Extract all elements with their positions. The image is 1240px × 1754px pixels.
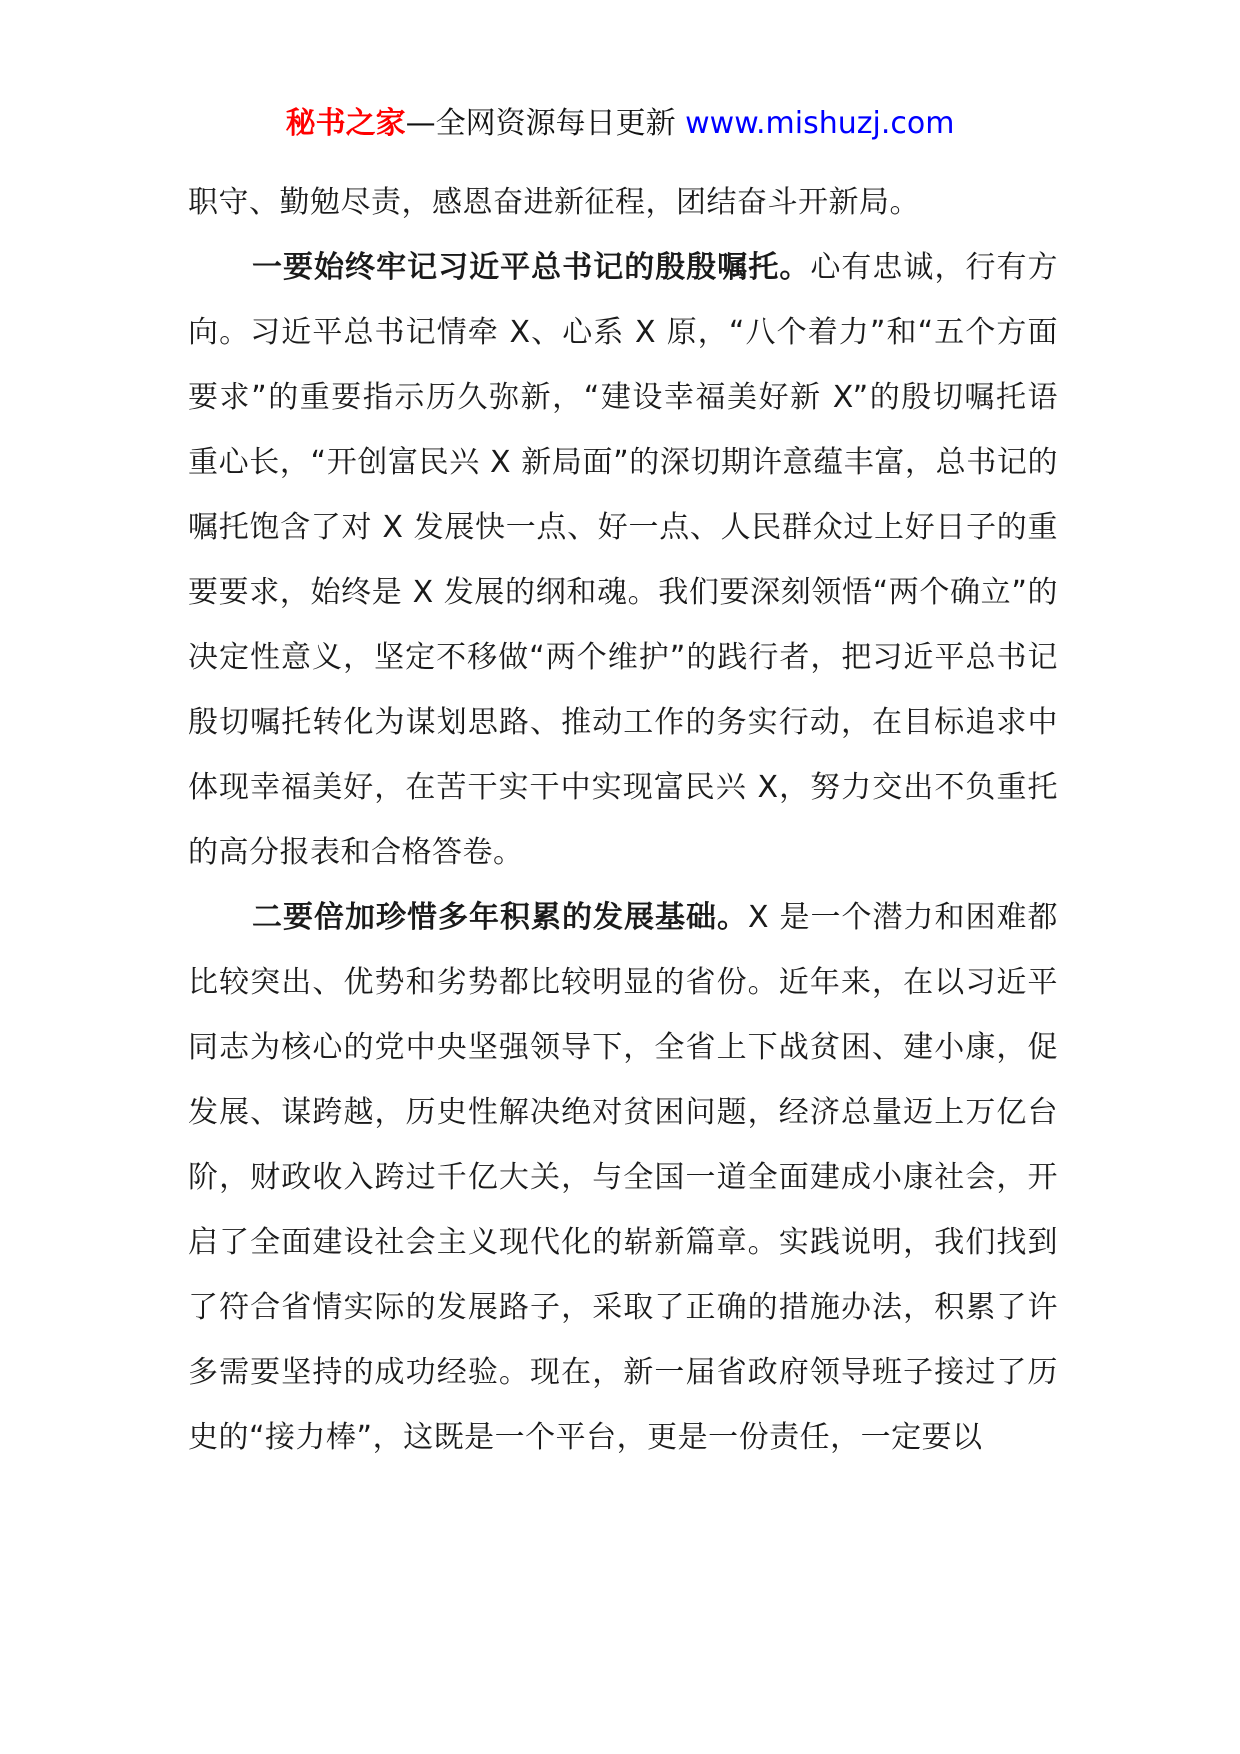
paragraph-heading: 一要始终牢记习近平总书记的殷殷嘱托。 <box>252 250 811 285</box>
site-brand: 秘书之家 <box>285 106 406 141</box>
paragraph-point-two <box>188 885 1058 1470</box>
paragraph-heading: 二要倍加珍惜多年积累的发展基础。 <box>252 900 748 935</box>
site-tagline: —全网资源每日更新 <box>405 106 676 141</box>
paragraph-text: X 是一个潜力和困难都比较突出、优势和劣势都比较明显的省份。近年来，在以习近平同志为核心的党中央坚强领导下，全省上下战贫困、建小康，促发展、谋跨越，历史性解决绝对贫困问题，经济总量迈上万亿台阶，财政收入跨过千亿大关，与全国一道全面建成小康社会，开启了全面建设社会主义现代化的崭新篇章。实践说明，我们找到了符合省情实际的发展路子，采取了正确的措施办法，积累了许多需要坚持的成功经验。现在，新一届省政府领导班子接过了历史的“接力棒”，这既是一个平台，更是一份责任，一定要以 <box>188 900 1059 1455</box>
site-header <box>0 104 1240 144</box>
paragraph-continuation <box>188 170 1058 235</box>
paragraph-point-one <box>188 235 1058 885</box>
document-body <box>188 170 1058 1470</box>
site-url-link[interactable]: www.mishuzj.com <box>685 106 955 141</box>
paragraph-text: 职守、勤勉尽责，感恩奋进新征程，团结奋斗开新局。 <box>188 185 920 220</box>
paragraph-text: 心有忠诚，行有方向。习近平总书记情牵 X、心系 X 原，“八个着力”和“五个方面要求”的重要指示历久弥新，“建设幸福美好新 X”的殷切嘱托语重心长，“开创富民兴 X 新局面”的深切期许意蕴丰富，总书记的嘱托饱含了对 X 发展快一点、好一点、人民群众过上好日子的重要要求，始终是 X 发展的纲和魂。我们要深刻领悟“两个确立”的决定性意义，坚定不移做“两个维护”的践行者，把习近平总书记殷切嘱托转化为谋划思路、推动工作的务实行动，在目标追求中体现幸福美好，在苦干实干中实现富民兴 X，努力交出不负重托的高分报表和合格答卷。 <box>188 250 1058 870</box>
